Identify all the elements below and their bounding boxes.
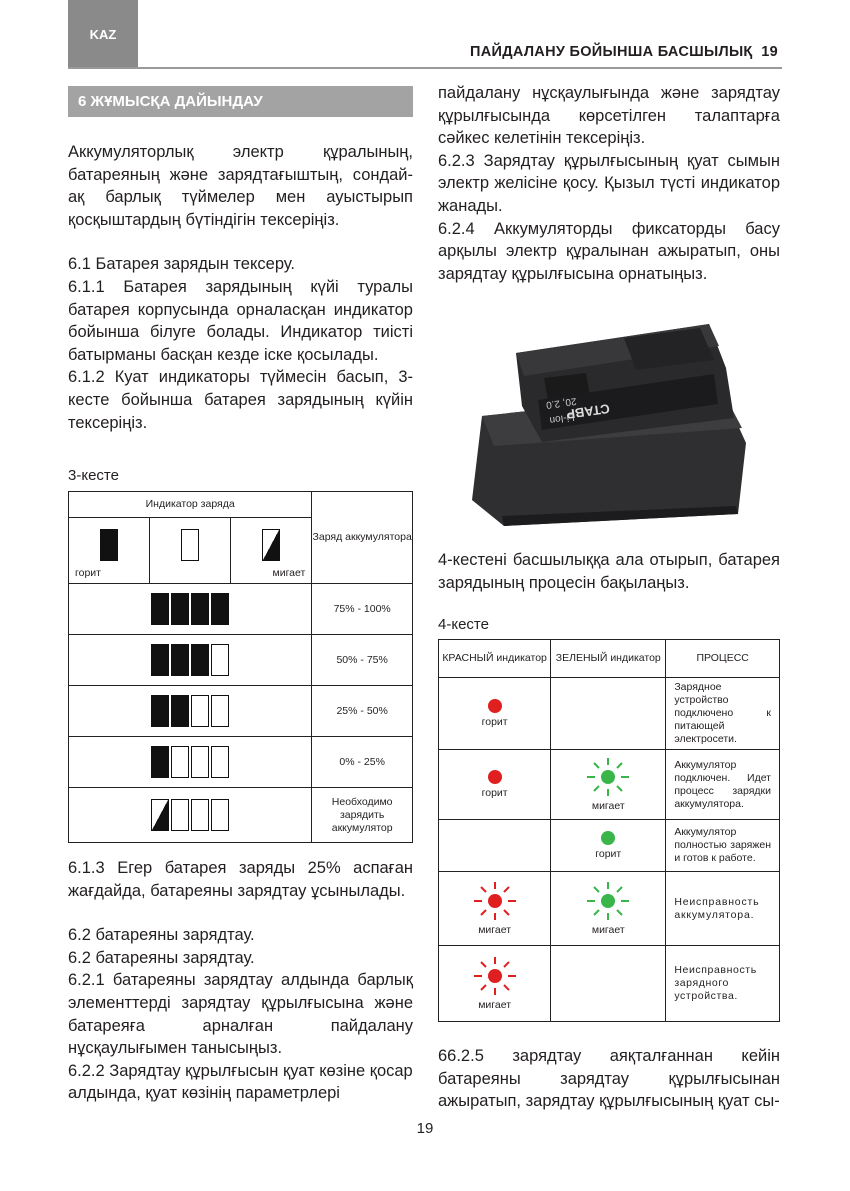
paragraph: Аккумуляторлық электр құралының, батареяның және зарядтағыштың, сондай-ақ барлық түймелер мен ауыстырып қосқыштардың бүтіндігін тексеріңіз. (68, 143, 413, 229)
table3 (68, 491, 413, 843)
green-indicator-cell (551, 678, 666, 750)
battery-level-cell (69, 584, 312, 635)
language-tab: KAZ (68, 0, 138, 68)
paragraph: 6.1.3 Егер батарея заряды 25% аспаған жағдайда, батареяны зарядтау ұсынылады. (68, 859, 413, 900)
paragraph: 6.2 батареяны зарядтау. (68, 926, 255, 945)
charge-level: 75% - 100% (312, 584, 413, 635)
green-indicator-cell (551, 750, 666, 820)
red-state: горит (481, 715, 508, 728)
paragraph: 6.1.1 Батарея зарядының күйі туралы батарея корпусында орналасқан индикатор бойынша білуге болады. Индикатор тиісті батырманы басқан кезде іске қосылады. (68, 277, 413, 364)
table3-header-indicator: Индикатор заряда (69, 492, 312, 518)
paragraph: пайдалану нұсқаулығында және зарядтау құрылғысында көрсетілген талаптарға сәйкес келетінін тексеріңіз. (438, 84, 780, 148)
charge-level: 25% - 50% (312, 686, 413, 737)
charger-battery-photo (464, 318, 754, 530)
red-blinking-led-icon (473, 881, 517, 921)
battery-empty-icon (181, 529, 199, 561)
paragraph: 6.1.2 Куат индикаторы түймесін басып, 3-кесте бойынша батарея зарядының күйін тексеріңіз. (68, 368, 413, 432)
table4-caption: 4-кесте (438, 616, 489, 633)
green-indicator-cell (551, 946, 666, 1022)
table3-caption: 3-кесте (68, 467, 119, 484)
charge-level: 0% - 25% (312, 737, 413, 788)
red-state: мигает (478, 923, 512, 936)
indicator-off-cell (150, 518, 231, 584)
photo-capacity: 20, 2.0 (545, 395, 578, 411)
process-text: Неисправность аккумулятора. (666, 872, 780, 946)
photo-brand: СТАВР (565, 401, 611, 422)
red-indicator-cell (439, 750, 551, 820)
footer-page-number: 19 (416, 1120, 434, 1137)
right-text-top (438, 82, 780, 285)
label-blink: мигает (272, 567, 306, 579)
green-indicator-cell (551, 872, 666, 946)
process-text: Зарядное устройство подключено к питающей электросети. (666, 678, 780, 750)
paragraph: 6.1 Батарея зарядын тексеру. (68, 255, 295, 274)
green-led-icon (601, 831, 615, 845)
indicator-blink-cell (231, 518, 312, 584)
battery-level-cell (69, 737, 312, 788)
section-title: 6 ЖҰМЫСҚА ДАЙЫНДАУ (68, 86, 413, 117)
table4-header-green: ЗЕЛЕНЫЙ индикатор (551, 640, 666, 678)
red-blinking-led-icon (473, 956, 517, 996)
table3-header-charge: Заряд аккумулятора (312, 492, 413, 584)
green-state: мигает (591, 923, 625, 936)
red-led-icon (488, 770, 502, 784)
paragraph: 6.2.2 Зарядтау құрылғысын қуат көзіне қосар алдында, қуат көзінің параметрлері (68, 1061, 413, 1103)
green-indicator-cell (551, 820, 666, 872)
green-blinking-led-icon (586, 881, 630, 921)
header-title (470, 44, 778, 60)
left-text-top (68, 141, 413, 434)
red-state: горит (481, 786, 508, 799)
red-indicator-cell (439, 678, 551, 750)
battery-half-icon (262, 529, 280, 561)
process-text: Аккумулятор подключен. Идет процесс зарядки аккумулятора. (666, 750, 780, 820)
paragraph: 4-кестені басшылыққа ала отырып, батарея зарядының процесін бақылаңыз. (438, 551, 780, 592)
charge-level: 50% - 75% (312, 635, 413, 686)
green-state: горит (595, 847, 622, 860)
battery-level-cell (69, 635, 312, 686)
paragraph: 6.2.4 Аккумуляторды фиксаторды басу арқылы электр құралынан ажыратып, оны зарядтау құрылғысына орнатыңыз. (438, 219, 780, 283)
manual-title: ПАЙДАЛАНУ БОЙЫНША БАСШЫЛЫҚ (470, 44, 753, 60)
header-rule (68, 67, 782, 69)
header-page-number: 19 (761, 44, 778, 60)
red-led-icon (488, 699, 502, 713)
photo-battery-label: Li-Ion (548, 411, 576, 426)
charge-level: Необходимо зарядить аккумулятор (312, 788, 413, 843)
green-state: мигает (591, 799, 625, 812)
red-indicator-cell (439, 946, 551, 1022)
label-on: горит (75, 567, 101, 579)
table4-header-process: ПРОЦЕСС (666, 640, 780, 678)
paragraph: 6.2 батареяны зарядтау. (68, 948, 255, 967)
left-text-bottom (68, 857, 413, 1105)
green-blinking-led-icon (586, 757, 630, 797)
right-text-middle (438, 549, 780, 594)
red-state: мигает (478, 998, 512, 1011)
process-text: Аккумулятор полностью заряжен и готов к работе. (666, 820, 780, 872)
battery-full-icon (100, 529, 118, 561)
process-text: Неисправность зарядного устройства. (666, 946, 780, 1022)
red-indicator-cell (439, 820, 551, 872)
paragraph: 66.2.5 зарядтау аяқталғаннан кейін батареяны зарядтау құрылғысынан ажыратып, зарядтау құрылғысының қуат сы- (438, 1047, 780, 1111)
red-indicator-cell (439, 872, 551, 946)
battery-level-cell (69, 686, 312, 737)
right-text-bottom (438, 1045, 780, 1113)
table4-header-red: КРАСНЫЙ индикатор (439, 640, 551, 678)
battery-level-cell (69, 788, 312, 843)
paragraph: 6.2.1 батареяны зарядтау алдында барлық элементтерді зарядтау құрылғысына және батареяға арналған пайдалану нұсқаулығымен танысыңыз. (68, 971, 413, 1058)
paragraph: 6.2.3 Зарядтау құрылғысының қуат сымын электр желісіне қосу. Қызыл түсті индикатор жанады. (438, 151, 780, 215)
indicator-on-cell (69, 518, 150, 584)
table4 (438, 639, 780, 1022)
